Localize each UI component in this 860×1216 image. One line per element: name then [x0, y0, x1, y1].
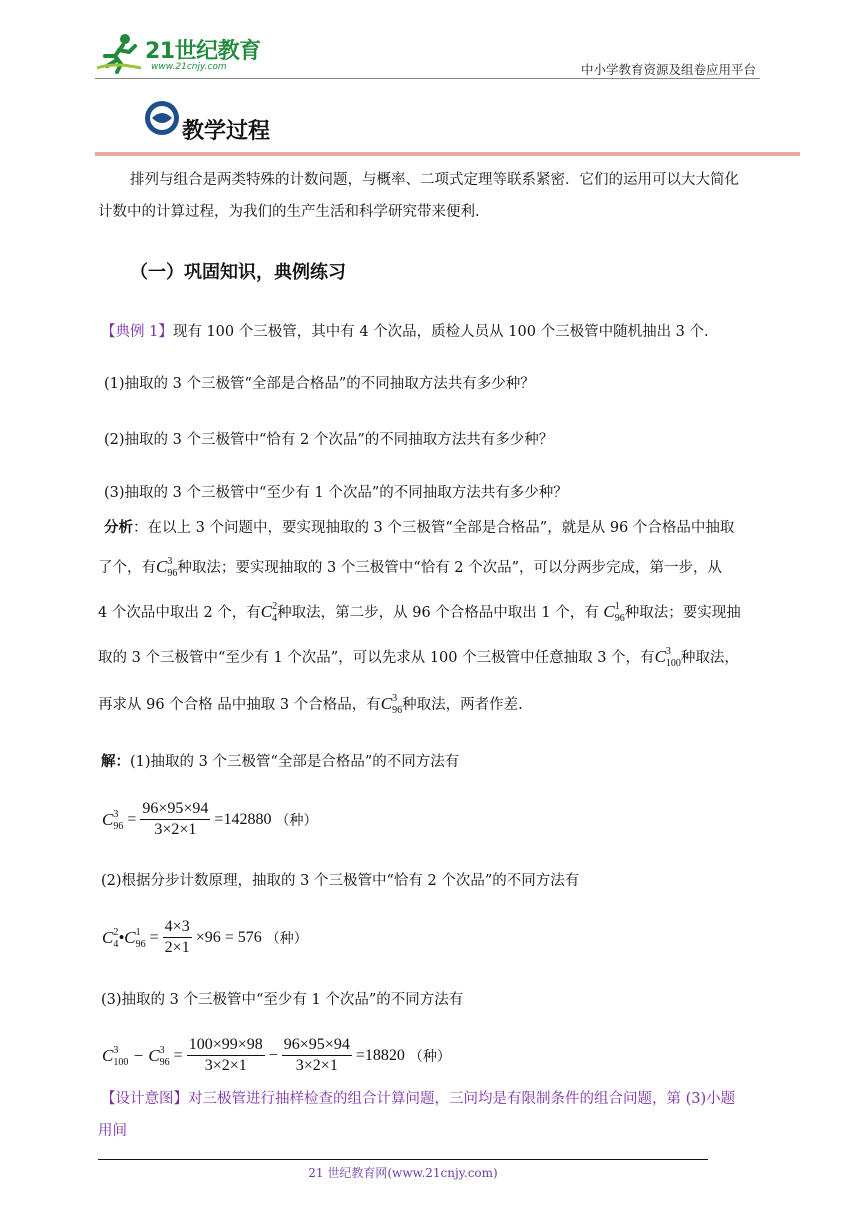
question-3: (3)抽取的 3 个三极管中“至少有 1 个次品”的不同抽取方法共有多少种？: [104, 485, 568, 501]
analysis-label: 分析: [104, 519, 133, 536]
formula-3-result: =18820: [355, 1046, 405, 1064]
analysis-line-5: [98, 688, 523, 722]
formula-3-num-1: 100×99×98: [187, 1036, 265, 1056]
formula-3: [102, 1036, 451, 1075]
solution-line-3: (3)抽取的 3 个三极管中“至少有 1 个次品”的不同方法有: [101, 992, 464, 1008]
design-intent-line-2: 用间: [98, 1123, 127, 1139]
formula-1: [102, 800, 317, 839]
formula-2-num: 4×3: [163, 918, 192, 938]
header-divider: [95, 78, 760, 79]
analysis-line-4: [98, 641, 739, 675]
analysis-text-3b: 种取法，第二步，从 96 个合格品中取出 1 个，有: [277, 605, 599, 621]
formula-3-num-2: 96×95×94: [282, 1036, 352, 1056]
equals-sign: =: [173, 1046, 183, 1064]
comb-c96-3: $C^3_{96}$: [156, 556, 178, 579]
formula-1-result: =142880: [214, 810, 272, 828]
analysis-text-5b: 种取法，两者作差.: [402, 697, 523, 713]
example-tag: 【典例 1】: [101, 324, 173, 340]
minus-sign: −: [268, 1046, 278, 1064]
comb-c100-3: $C^3_{100}$: [654, 646, 681, 669]
formula-1-den: 3×2×1: [154, 821, 197, 838]
intro-line-2: 计数中的计算过程，为我们的生产生活和科学研究带来便利.: [98, 204, 480, 220]
formula-3-den-1: 3×2×1: [204, 1057, 247, 1074]
analysis-text-3a: 4 个次品中取出 2 个，有: [98, 605, 261, 621]
question-2: (2)抽取的 3 个三极管中“恰有 2 个次品”的不同抽取方法共有多少种？: [104, 432, 554, 448]
analysis-text-3c: 种取法；要实现抽: [624, 605, 741, 621]
comb-c96-1: $C^1_{96}$: [603, 601, 625, 624]
formula-3-unit: （种）: [408, 1049, 451, 1065]
solution-line-2: (2)根据分步计数原理，抽取的 3 个三极管中“恰有 2 个次品”的不同方法有: [101, 873, 580, 889]
footer-text: 21 世纪教育网(www.21cnjy.com): [308, 1166, 498, 1180]
comb-c4-2: $C^2_4$: [260, 601, 278, 624]
intro-line-1: 排列与组合是两类特殊的计数问题，与概率、二项式定理等联系紧密．它们的运用可以大大简化: [130, 172, 739, 188]
analysis-text-4b: 种取法，: [680, 650, 739, 666]
formula-3-lhs: $C^3_{100} - C^3_{96}$: [102, 1044, 170, 1068]
formula-2-den: 2×1: [164, 939, 190, 956]
footer-divider: [98, 1159, 708, 1160]
analysis-line-1: [104, 512, 734, 544]
analysis-text-5a: 再求从 96 个合格 品中抽取 3 个合格品，有: [98, 697, 381, 713]
formula-1-num: 96×95×94: [140, 800, 210, 820]
equals-sign: =: [149, 928, 159, 946]
analysis-text-2a: 了个，有: [98, 560, 156, 576]
formula-2-fraction: [163, 918, 192, 957]
solution-line-1: [101, 746, 459, 778]
section-title: 教学过程: [182, 119, 271, 144]
formula-3-den-2: 3×2×1: [295, 1057, 338, 1074]
formula-1-fraction: [140, 800, 210, 839]
header: [95, 30, 760, 80]
analysis-line-3: [98, 596, 741, 630]
formula-1-lhs: $C^3_{96}$: [102, 808, 124, 832]
formula-2-lhs: $C^2_4•C^1_{96}$: [102, 926, 146, 950]
analysis-text-4a: 取的 3 个三极管中“至少有 1 个次品”，可以先求从 100 个三极管中任意抽取 3 个，有: [98, 650, 655, 666]
example-text: 现有 100 个三极管，其中有 4 个次品，质检人员从 100 个三极管中随机抽出 3 个.: [172, 324, 709, 340]
subheading: （一）巩固知识，典例练习: [130, 262, 346, 283]
logo-url: www.21cnjy.com: [151, 62, 227, 72]
example-stem: [101, 317, 709, 348]
analysis-text-2b: 种取法；要实现抽取的 3 个三极管中“恰有 2 个次品”，可以分两步完成，第一步，从: [177, 560, 723, 576]
analysis-line-2: [98, 551, 722, 585]
formula-3-fraction-2: [282, 1036, 352, 1075]
solution-text-1: (1)抽取的 3 个三极管“全部是合格品”的不同方法有: [130, 754, 460, 770]
formula-2-tail: ×96 = 576: [195, 928, 262, 946]
design-text: 对三极管进行抽样检查的组合计算问题，三问均是有限制条件的组合问题，第 (3)小题: [188, 1091, 736, 1107]
formula-1-unit: （种）: [275, 813, 318, 829]
formula-2-unit: （种）: [265, 931, 308, 947]
section-underline: [95, 152, 800, 156]
formula-2: [102, 918, 308, 957]
comb-c96-3-b: $C^3_{96}$: [380, 693, 403, 716]
equals-sign: =: [127, 810, 137, 828]
runner-logo-icon: [95, 32, 143, 74]
section-badge-icon: [144, 100, 180, 136]
question-1: (1)抽取的 3 个三极管“全部是合格品”的不同抽取方法共有多少种？: [104, 376, 535, 392]
design-tag: 【设计意图】: [101, 1091, 188, 1107]
formula-3-fraction-1: [187, 1036, 265, 1075]
solution-label: 解：: [101, 753, 130, 770]
platform-name: 中小学教育资源及组卷应用平台: [580, 62, 756, 77]
logo-text: 21世纪教育: [145, 39, 261, 64]
design-intent-line-1: [101, 1084, 735, 1115]
analysis-text-1: ：在以上 3 个问题中，要实现抽取的 3 个三极管“全部是合格品”，就是从 96 个合格品中抽取: [133, 520, 735, 536]
